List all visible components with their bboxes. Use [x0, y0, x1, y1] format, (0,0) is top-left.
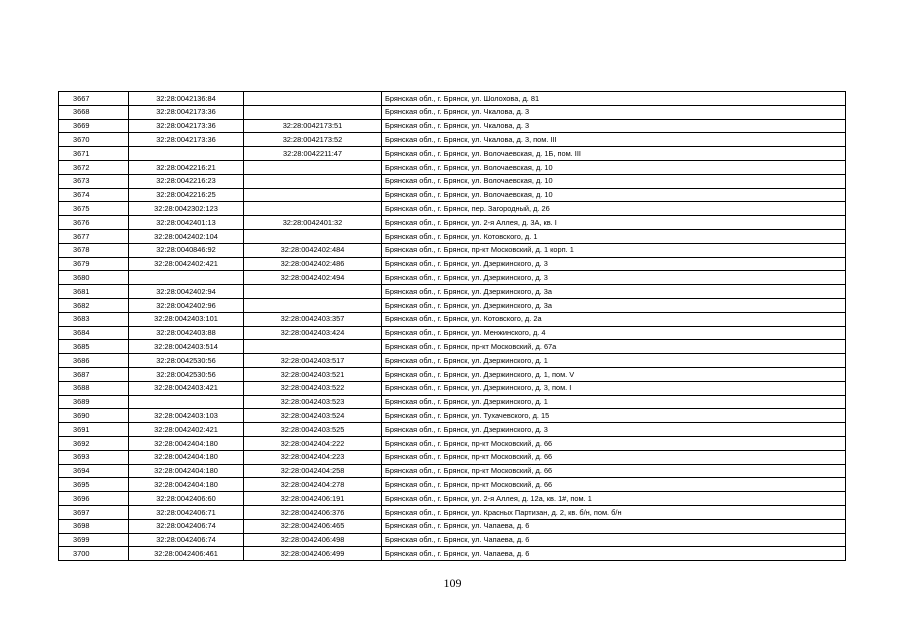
object-number-cell: 32:28:0042403:522: [244, 381, 382, 395]
address-cell: Брянская обл., г. Брянск, пр-кт Московский, д. 66: [382, 436, 846, 450]
address-cell: Брянская обл., г. Брянск, ул. Дзержинского, д. 3а: [382, 285, 846, 299]
table-row: [59, 478, 846, 492]
table-row: [59, 436, 846, 450]
address-cell: Брянская обл., г. Брянск, пр-кт Московский, д. 67а: [382, 340, 846, 354]
row-number-cell: 3695: [59, 478, 129, 492]
table-row: [59, 395, 846, 409]
table-row: [59, 450, 846, 464]
cadastral-number-cell: 32:28:0042216:23: [129, 174, 244, 188]
row-number-cell: 3678: [59, 243, 129, 257]
object-number-cell: 32:28:0042404:222: [244, 436, 382, 450]
cadastral-number-cell: 32:28:0042530:56: [129, 354, 244, 368]
cadastral-number-cell: 32:28:0040846:92: [129, 243, 244, 257]
address-cell: Брянская обл., г. Брянск, ул. Дзержинского, д. 1: [382, 395, 846, 409]
table-row: [59, 381, 846, 395]
table-row: [59, 257, 846, 271]
object-number-cell: [244, 160, 382, 174]
table-row: [59, 547, 846, 561]
row-number-cell: 3681: [59, 285, 129, 299]
row-number-cell: 3670: [59, 133, 129, 147]
object-number-cell: 32:28:0042402:494: [244, 271, 382, 285]
object-number-cell: [244, 298, 382, 312]
address-cell: Брянская обл., г. Брянск, ул. Дзержинского, д. 3: [382, 423, 846, 437]
address-cell: Брянская обл., г. Брянск, ул. Волочаевская, д. 10: [382, 188, 846, 202]
object-number-cell: 32:28:0042403:524: [244, 409, 382, 423]
cadastral-number-cell: 32:28:0042216:25: [129, 188, 244, 202]
table-row: [59, 285, 846, 299]
address-cell: Брянская обл., г. Брянск, ул. Дзержинского, д. 1: [382, 354, 846, 368]
row-number-cell: 3675: [59, 202, 129, 216]
address-cell: Брянская обл., г. Брянск, пер. Загородный, д. 26: [382, 202, 846, 216]
cadastral-number-cell: 32:28:0042403:421: [129, 381, 244, 395]
address-cell: Брянская обл., г. Брянск, пр-кт Московский, д. 66: [382, 478, 846, 492]
object-number-cell: 32:28:0042406:191: [244, 492, 382, 506]
object-number-cell: 32:28:0042404:223: [244, 450, 382, 464]
object-number-cell: 32:28:0042403:525: [244, 423, 382, 437]
row-number-cell: 3690: [59, 409, 129, 423]
row-number-cell: 3688: [59, 381, 129, 395]
cadastral-number-cell: 32:28:0042530:56: [129, 367, 244, 381]
cadastral-number-cell: 32:28:0042402:421: [129, 423, 244, 437]
table-row: [59, 216, 846, 230]
cadastral-number-cell: 32:28:0042173:36: [129, 133, 244, 147]
row-number-cell: 3667: [59, 92, 129, 106]
table-row: [59, 464, 846, 478]
address-cell: Брянская обл., г. Брянск, ул. Дзержинского, д. 3, пом. I: [382, 381, 846, 395]
address-cell: Брянская обл., г. Брянск, ул. 2-я Аллея, д. 12а, кв. 1#, пом. 1: [382, 492, 846, 506]
cadastral-number-cell: 32:28:0042402:104: [129, 229, 244, 243]
address-cell: Брянская обл., г. Брянск, ул. Дзержинского, д. 3: [382, 271, 846, 285]
page-number: 109: [443, 576, 462, 590]
cadastral-number-cell: 32:28:0042403:88: [129, 326, 244, 340]
row-number-cell: 3699: [59, 533, 129, 547]
table-row: [59, 119, 846, 133]
table-row: [59, 92, 846, 106]
address-cell: Брянская обл., г. Брянск, ул. Котовского, д. 2а: [382, 312, 846, 326]
address-cell: Брянская обл., г. Брянск, ул. Чкалова, д. 3: [382, 105, 846, 119]
row-number-cell: 3697: [59, 505, 129, 519]
address-cell: Брянская обл., г. Брянск, ул. Шолохова, д. 81: [382, 92, 846, 106]
address-cell: Брянская обл., г. Брянск, ул. Чапаева, д. 6: [382, 547, 846, 561]
object-number-cell: 32:28:0042406:465: [244, 519, 382, 533]
cadastral-number-cell: 32:28:0042404:180: [129, 436, 244, 450]
object-number-cell: 32:28:0042401:32: [244, 216, 382, 230]
table-row: [59, 492, 846, 506]
cadastral-number-cell: 32:28:0042402:421: [129, 257, 244, 271]
table-row: [59, 519, 846, 533]
address-cell: Брянская обл., г. Брянск, пр-кт Московский, д. 66: [382, 464, 846, 478]
cadastral-number-cell: 32:28:0042404:180: [129, 478, 244, 492]
object-number-cell: 32:28:0042403:357: [244, 312, 382, 326]
table-row: [59, 174, 846, 188]
table-row: [59, 105, 846, 119]
cadastral-number-cell: [129, 395, 244, 409]
address-cell: Брянская обл., г. Брянск, пр-кт Московский, д. 66: [382, 450, 846, 464]
object-number-cell: 32:28:0042211:47: [244, 147, 382, 161]
table-row: [59, 326, 846, 340]
row-number-cell: 3689: [59, 395, 129, 409]
cadastral-number-cell: 32:28:0042403:103: [129, 409, 244, 423]
cadastral-number-cell: 32:28:0042406:74: [129, 519, 244, 533]
table-row: [59, 271, 846, 285]
cadastral-number-cell: 32:28:0042173:36: [129, 119, 244, 133]
object-number-cell: 32:28:0042406:498: [244, 533, 382, 547]
table-row: [59, 188, 846, 202]
row-number-cell: 3674: [59, 188, 129, 202]
row-number-cell: 3669: [59, 119, 129, 133]
row-number-cell: 3686: [59, 354, 129, 368]
table-row: [59, 133, 846, 147]
row-number-cell: 3696: [59, 492, 129, 506]
object-number-cell: [244, 229, 382, 243]
object-number-cell: 32:28:0042403:521: [244, 367, 382, 381]
cadastral-number-cell: [129, 271, 244, 285]
object-number-cell: [244, 105, 382, 119]
row-number-cell: 3700: [59, 547, 129, 561]
cadastral-number-cell: 32:28:0042402:94: [129, 285, 244, 299]
address-cell: Брянская обл., г. Брянск, ул. Чкалова, д. 3: [382, 119, 846, 133]
address-cell: Брянская обл., г. Брянск, ул. Менжинского, д. 4: [382, 326, 846, 340]
row-number-cell: 3673: [59, 174, 129, 188]
table-row: [59, 354, 846, 368]
object-number-cell: 32:28:0042404:258: [244, 464, 382, 478]
row-number-cell: 3683: [59, 312, 129, 326]
object-number-cell: [244, 92, 382, 106]
table-row: [59, 298, 846, 312]
cadastral-number-cell: 32:28:0042406:74: [129, 533, 244, 547]
object-number-cell: 32:28:0042406:376: [244, 505, 382, 519]
object-number-cell: 32:28:0042406:499: [244, 547, 382, 561]
row-number-cell: 3679: [59, 257, 129, 271]
table-row: [59, 533, 846, 547]
address-cell: Брянская обл., г. Брянск, ул. Дзержинского, д. 1, пом. V: [382, 367, 846, 381]
address-cell: Брянская обл., г. Брянск, ул. Чкалова, д. 3, пом. III: [382, 133, 846, 147]
table-row: [59, 243, 846, 257]
object-number-cell: [244, 202, 382, 216]
cadastral-table: [58, 91, 846, 561]
table-row: [59, 229, 846, 243]
table-row: [59, 409, 846, 423]
cadastral-number-cell: 32:28:0042404:180: [129, 450, 244, 464]
row-number-cell: 3676: [59, 216, 129, 230]
table-row: [59, 505, 846, 519]
cadastral-number-cell: 32:28:0042136:84: [129, 92, 244, 106]
object-number-cell: 32:28:0042402:486: [244, 257, 382, 271]
address-cell: Брянская обл., г. Брянск, ул. Волочаевская, д. 1Б, пом. III: [382, 147, 846, 161]
table-row: [59, 340, 846, 354]
row-number-cell: 3691: [59, 423, 129, 437]
object-number-cell: 32:28:0042173:51: [244, 119, 382, 133]
cadastral-number-cell: 32:28:0042404:180: [129, 464, 244, 478]
cadastral-number-cell: [129, 147, 244, 161]
object-number-cell: 32:28:0042404:278: [244, 478, 382, 492]
row-number-cell: 3698: [59, 519, 129, 533]
cadastral-number-cell: 32:28:0042403:101: [129, 312, 244, 326]
address-cell: Брянская обл., г. Брянск, ул. Тухачевского, д. 15: [382, 409, 846, 423]
address-cell: Брянская обл., г. Брянск, ул. Чапаева, д. 6: [382, 519, 846, 533]
cadastral-number-cell: 32:28:0042401:13: [129, 216, 244, 230]
object-number-cell: 32:28:0042402:484: [244, 243, 382, 257]
table-row: [59, 202, 846, 216]
address-cell: Брянская обл., г. Брянск, ул. Красных Партизан, д. 2, кв. б/н, пом. б/н: [382, 505, 846, 519]
cadastral-number-cell: 32:28:0042402:96: [129, 298, 244, 312]
row-number-cell: 3692: [59, 436, 129, 450]
row-number-cell: 3687: [59, 367, 129, 381]
cadastral-number-cell: 32:28:0042406:71: [129, 505, 244, 519]
object-number-cell: 32:28:0042173:52: [244, 133, 382, 147]
address-cell: Брянская обл., г. Брянск, ул. 2-я Аллея, д. 3А, кв. I: [382, 216, 846, 230]
table-row: [59, 423, 846, 437]
cadastral-number-cell: 32:28:0042302:123: [129, 202, 244, 216]
address-cell: Брянская обл., г. Брянск, ул. Волочаевская, д. 10: [382, 160, 846, 174]
address-cell: Брянская обл., г. Брянск, ул. Чапаева, д. 6: [382, 533, 846, 547]
row-number-cell: 3671: [59, 147, 129, 161]
row-number-cell: 3685: [59, 340, 129, 354]
cadastral-number-cell: 32:28:0042406:60: [129, 492, 244, 506]
table-body: [59, 92, 846, 561]
table-row: [59, 147, 846, 161]
row-number-cell: 3694: [59, 464, 129, 478]
object-number-cell: [244, 285, 382, 299]
object-number-cell: 32:28:0042403:424: [244, 326, 382, 340]
row-number-cell: 3672: [59, 160, 129, 174]
cadastral-number-cell: 32:28:0042403:514: [129, 340, 244, 354]
address-cell: Брянская обл., г. Брянск, пр-кт Московский, д. 1 корп. 1: [382, 243, 846, 257]
object-number-cell: [244, 174, 382, 188]
table-row: [59, 312, 846, 326]
table-row: [59, 367, 846, 381]
object-number-cell: [244, 188, 382, 202]
row-number-cell: 3677: [59, 229, 129, 243]
cadastral-number-cell: 32:28:0042173:36: [129, 105, 244, 119]
address-cell: Брянская обл., г. Брянск, ул. Дзержинского, д. 3: [382, 257, 846, 271]
table-row: [59, 160, 846, 174]
address-cell: Брянская обл., г. Брянск, ул. Дзержинского, д. 3а: [382, 298, 846, 312]
row-number-cell: 3668: [59, 105, 129, 119]
object-number-cell: 32:28:0042403:523: [244, 395, 382, 409]
row-number-cell: 3680: [59, 271, 129, 285]
row-number-cell: 3684: [59, 326, 129, 340]
cadastral-number-cell: 32:28:0042216:21: [129, 160, 244, 174]
address-cell: Брянская обл., г. Брянск, ул. Котовского, д. 1: [382, 229, 846, 243]
row-number-cell: 3682: [59, 298, 129, 312]
row-number-cell: 3693: [59, 450, 129, 464]
object-number-cell: 32:28:0042403:517: [244, 354, 382, 368]
address-cell: Брянская обл., г. Брянск, ул. Волочаевская, д. 10: [382, 174, 846, 188]
object-number-cell: [244, 340, 382, 354]
cadastral-number-cell: 32:28:0042406:461: [129, 547, 244, 561]
